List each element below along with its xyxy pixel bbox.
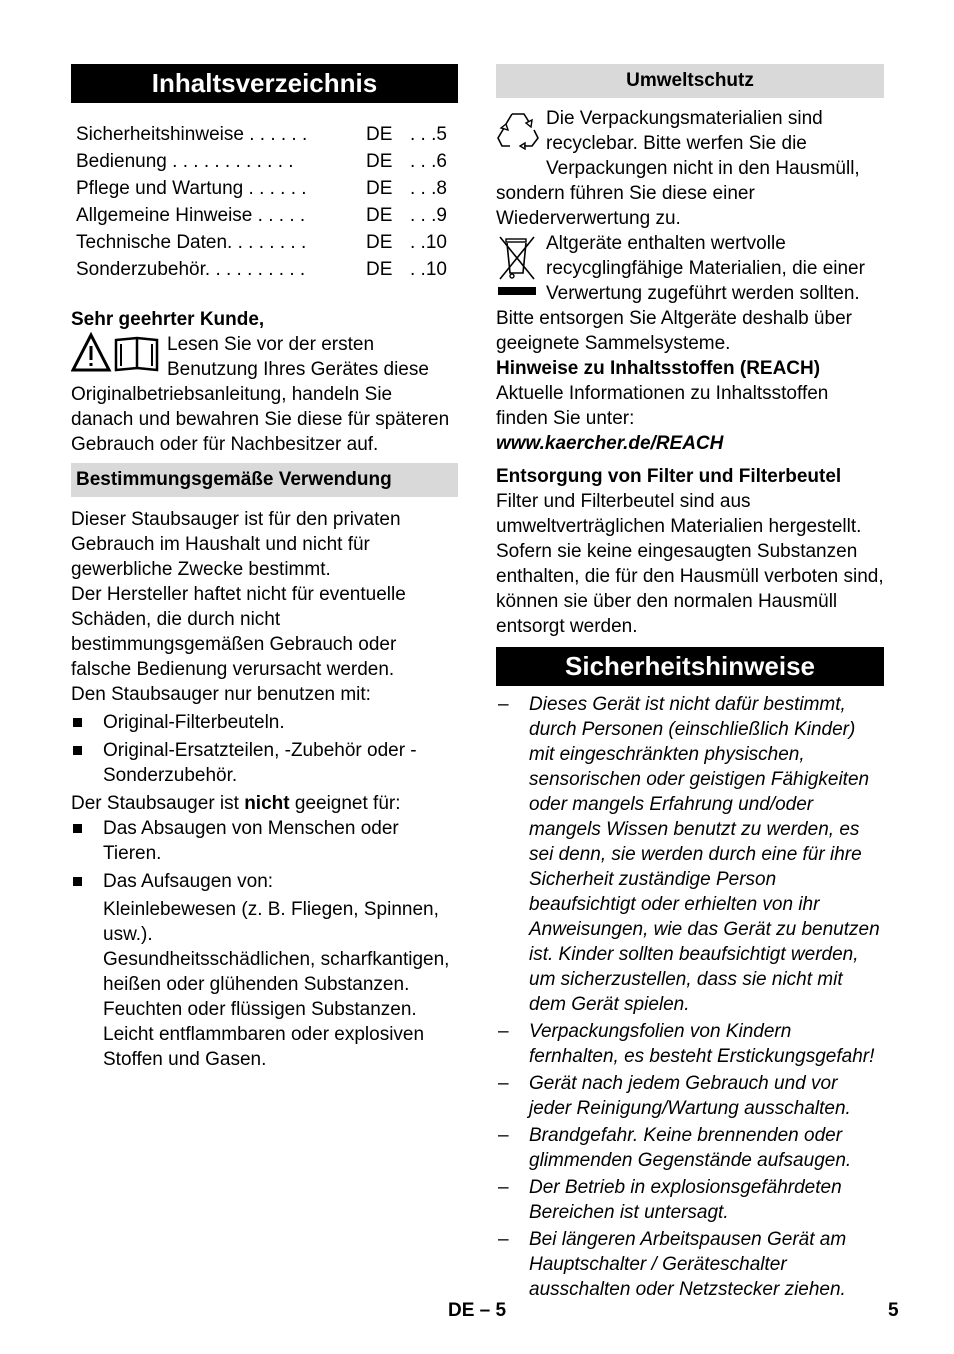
list-item-text: Gerät nach jedem Gebrauch und vor jeder Reinigung/Wartung ausschalten. [529, 1073, 851, 1119]
list-item-text: Der Betrieb in explosionsgefährdeten Bereichen ist untersagt. [529, 1177, 842, 1223]
toc-row[interactable] [76, 202, 458, 229]
toc-entry-page: . . .6 [410, 151, 447, 172]
list-item-text: Das Aufsaugen von: [103, 871, 274, 892]
allowed-list [71, 710, 458, 788]
recycling-text: Die Verpackungsmaterialien sind recyclebar. Bitte werfen Sie die Verpackungen nicht in den Hausmüll, sondern führen Sie diese einer Wiederverwertung zu. [496, 108, 860, 229]
list-item [71, 869, 458, 894]
toc-entry-page: . .10 [410, 259, 447, 280]
left-column [71, 64, 458, 1072]
toc-entry-page: . . .8 [410, 178, 447, 199]
list-item [496, 1175, 884, 1225]
recycling-block [496, 106, 884, 231]
toc-entry-page: . . .5 [410, 124, 447, 145]
safety-list [496, 692, 884, 1302]
not-allowed-list [71, 816, 458, 894]
not-suitable-post: geeignet für: [289, 793, 401, 814]
list-item-text: Verpackungsfolien von Kindern fernhalten, es besteht Erstickungsgefahr! [529, 1021, 875, 1067]
warning-manual-icon [71, 332, 161, 381]
toc-entry-page: . . .9 [410, 205, 447, 226]
list-item [496, 692, 884, 1017]
toc-entry-lang: DE [366, 232, 393, 253]
list-item-text: Bei längeren Arbeitspausen Gerät am Hauptschalter / Geräteschalter ausschalten oder Netzstecker ziehen. [529, 1229, 847, 1300]
toc-entry-name: Bedienung . . . . . . . . . . . . [76, 151, 294, 172]
not-suitable-bold: nicht [244, 793, 290, 814]
disposal-block [496, 231, 884, 356]
toc-entry-lang: DE [366, 178, 393, 199]
filter-heading: Entsorgung von Filter und Filterbeutel [496, 466, 842, 487]
reach-link[interactable]: www.kaercher.de/REACH [496, 433, 724, 454]
list-item [496, 1019, 884, 1069]
dash-marker: – [498, 1021, 509, 1042]
substance-item: Kleinlebewesen (z. B. Fliegen, Spinnen, usw.). [103, 899, 439, 945]
bullet-square-icon [73, 824, 82, 833]
toc-entry-name: Technische Daten. . . . . . . . [76, 232, 307, 253]
toc-row[interactable] [76, 121, 458, 148]
toc-row[interactable] [76, 229, 458, 256]
not-suitable-line [71, 791, 458, 816]
usage-paragraph-3: Den Staubsauger nur benutzen mit: [71, 684, 371, 705]
bullet-square-icon [73, 877, 82, 886]
toc-entry-lang: DE [366, 151, 393, 172]
dash-marker: – [498, 1229, 509, 1250]
list-item-text: Original-Ersatzteilen, -Zubehör oder -Sonderzubehör. [103, 740, 417, 786]
list-item [71, 710, 458, 735]
filter-paragraph-1: Filter und Filterbeutel sind aus umweltverträglichen Materialien hergestellt. [496, 491, 862, 537]
substance-item: Feuchten oder flüssigen Substanzen. [103, 999, 417, 1020]
toc-heading: Inhaltsverzeichnis [71, 64, 458, 103]
greeting: Sehr geehrter Kunde, [71, 309, 265, 330]
crossed-bin-icon [496, 233, 540, 306]
usage-paragraph-2: Der Hersteller haftet nicht für eventuelle Schäden, die durch nicht bestimmungsgemäßen Gebrauch oder falsche Bedienung verursacht werden. [71, 584, 406, 680]
toc-entry-name: Sonderzubehör. . . . . . . . . . [76, 259, 306, 280]
reach-text: Aktuelle Informationen zu Inhaltsstoffen finden Sie unter: [496, 383, 829, 429]
reach-heading: Hinweise zu Inhaltsstoffen (REACH) [496, 358, 821, 379]
bullet-square-icon [73, 746, 82, 755]
list-item [71, 738, 458, 788]
dash-marker: – [498, 694, 509, 715]
list-item [496, 1071, 884, 1121]
list-item-text: Dieses Gerät ist nicht dafür bestimmt, durch Personen (einschließlich Kinder) mit eingeschränkten physischen, sensorischen oder geistigen Fähigkeiten oder mangels Erfahrung und/oder mangels Wissen benutzt zu werden, es sei denn, sie werden durch eine für ihre Sicherheit zuständige Person beaufsichtigt oder erhielten von ihr Anweisungen, wie das Gerät zu benutzen ist. Kinder sollten beaufsichtigt werden, um sicherzustellen, dass sie nicht mit dem Gerät spielen. [529, 694, 880, 1015]
toc-row[interactable] [76, 148, 458, 175]
dash-marker: – [498, 1125, 509, 1146]
intro-text: Lesen Sie vor der ersten Benutzung Ihres Gerätes diese Originalbetriebsanleitung, handeln Sie danach und bewahren Sie diese für späteren Gebrauch oder für Nachbesitzer auf. [71, 334, 450, 455]
footer-page-number: 5 [888, 1300, 899, 1321]
toc-entry-name: Sicherheitshinweise . . . . . . [76, 124, 308, 145]
right-column [496, 64, 884, 1302]
intro-block [71, 332, 458, 457]
dash-marker: – [498, 1177, 509, 1198]
environment-heading: Umweltschutz [496, 64, 884, 98]
disposal-text: Altgeräte enthalten wertvolle recycglingfähige Materialien, die einer Verwertung zugeführt werden sollten. Bitte entsorgen Sie Altgeräte deshalb über geeignete Sammelsysteme. [496, 233, 865, 354]
filter-paragraph-2: Sofern sie keine eingesaugten Substanzen enthalten, die für den Hausmüll verboten sind, können sie über den normalen Hausmüll entsorgt werden. [496, 541, 884, 637]
toc-entry-page: . .10 [410, 232, 447, 253]
substance-item: Leicht entflammbaren oder explosiven Stoffen und Gasen. [103, 1024, 425, 1070]
list-item [496, 1123, 884, 1173]
toc-row[interactable] [76, 256, 458, 283]
toc-entry-name: Pflege und Wartung . . . . . . [76, 178, 307, 199]
recycle-icon [496, 110, 540, 157]
footer-section-number: DE – 5 [448, 1300, 507, 1321]
list-item [71, 816, 458, 866]
substance-item: Gesundheitsschädlichen, scharfkantigen, heißen oder glühenden Substanzen. [103, 949, 450, 995]
list-item [496, 1227, 884, 1302]
substance-list [71, 897, 458, 1072]
bullet-square-icon [73, 718, 82, 727]
usage-heading: Bestimmungsgemäße Verwendung [71, 463, 458, 497]
list-item-text: Das Absaugen von Menschen oder Tieren. [103, 818, 399, 864]
toc-entry-lang: DE [366, 259, 393, 280]
dash-marker: – [498, 1073, 509, 1094]
not-suitable-pre: Der Staubsauger ist [71, 793, 245, 814]
usage-paragraph-1: Dieser Staubsauger ist für den privaten Gebrauch im Haushalt und nicht für gewerbliche Zwecke bestimmt. [71, 509, 401, 580]
toc-entry-name: Allgemeine Hinweise . . . . . [76, 205, 306, 226]
toc-entry-lang: DE [366, 124, 393, 145]
table-of-contents [76, 121, 458, 283]
list-item-text: Brandgefahr. Keine brennenden oder glimmenden Gegenstände aufsaugen. [529, 1125, 852, 1171]
list-item-text: Original-Filterbeuteln. [103, 712, 285, 733]
toc-row[interactable] [76, 175, 458, 202]
toc-entry-lang: DE [366, 205, 393, 226]
safety-heading: Sicherheitshinweise [496, 647, 884, 686]
